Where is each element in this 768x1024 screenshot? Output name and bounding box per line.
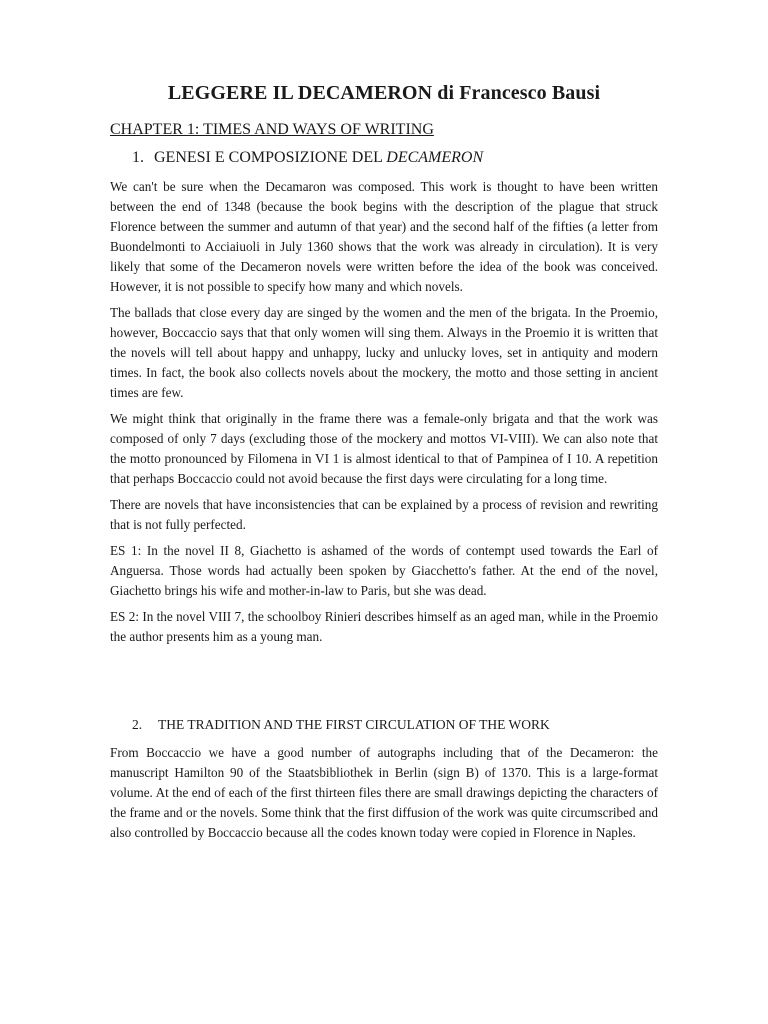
section-2-heading [132, 717, 658, 733]
section-2-title: THE TRADITION AND THE FIRST CIRCULATION OF THE WORK [158, 717, 550, 732]
section-2-number: 2. [132, 717, 143, 732]
chapter-heading: CHAPTER 1: TIMES AND WAYS OF WRITING [110, 121, 434, 138]
paragraph: ES 2: In the novel VIII 7, the schoolboy Rinieri describes himself as an aged man, while in the Proemio the author presents him as a young man. [110, 609, 658, 644]
section-spacer [110, 653, 658, 717]
paragraph: We might think that originally in the frame there was a female-only brigata and that the work was composed of only 7 days (excluding those of the mockery and mottos VI-VIII). We can also note that the motto pronounced by Filomena in VI 1 is almost identical to that of Pampinea of I 10. A repetition that perhaps Boccaccio could not avoid because the first days were circulating for a long time. [110, 411, 658, 486]
document-title: LEGGERE IL DECAMERON di Francesco Bausi [167, 82, 601, 104]
section-1-title-italic: DECAMERON [386, 149, 484, 166]
section-1-heading [132, 149, 658, 167]
paragraph: We can't be sure when the Decamaron was composed. This work is thought to have been written between the end of 1348 (because the book begins with the description of the plague that struck Florence between the summer and autumn of that year) and the second half of the fifties (a letter from Buondelmonti to Acciaiuoli in July 1360 shows that the work was already in circulation). It is very likely that some of the Decameron novels were written before the idea of the book was conceived. However, it is not possible to specify how many and which novels. [110, 179, 658, 294]
section-1-number: 1. [132, 149, 144, 166]
paragraph: From Boccaccio we have a good number of autographs including that of the Decameron: the manuscript Hamilton 90 of the Staatsbibliothek in Berlin (sign B) of 1370. This is a large-format volume. At the end of each of the first thirteen files there are small drawings depicting the characters of the frame and or the novels. Some think that the first diffusion of the work was quite circumscribed and also controlled by Boccaccio because all the codes known today were copied in Florence in Naples. [110, 745, 658, 840]
document-page [110, 82, 658, 849]
paragraph: There are novels that have inconsistencies that can be explained by a process of revision and rewriting that is not fully perfected. [110, 497, 658, 532]
paragraph: ES 1: In the novel II 8, Giachetto is ashamed of the words of contempt used towards the Earl of Anguersa. Those words had actually been spoken by Giacchetto's father. At the end of the novel, Giachetto brings his wife and mother-in-law to Paris, but she was dead. [110, 543, 658, 598]
paragraph: The ballads that close every day are singed by the women and the men of the brigata. In the Proemio, however, Boccaccio says that that only women will sing them. Always in the Proemio it is written that the novels will tell about happy and unhappy, lucky and unlucky loves, set in antiquity and modern times. In fact, the book also collects novels about the mockery, the motto and those setting in ancient times are few. [110, 305, 658, 400]
section-1-title: GENESI E COMPOSIZIONE DEL [154, 149, 387, 166]
